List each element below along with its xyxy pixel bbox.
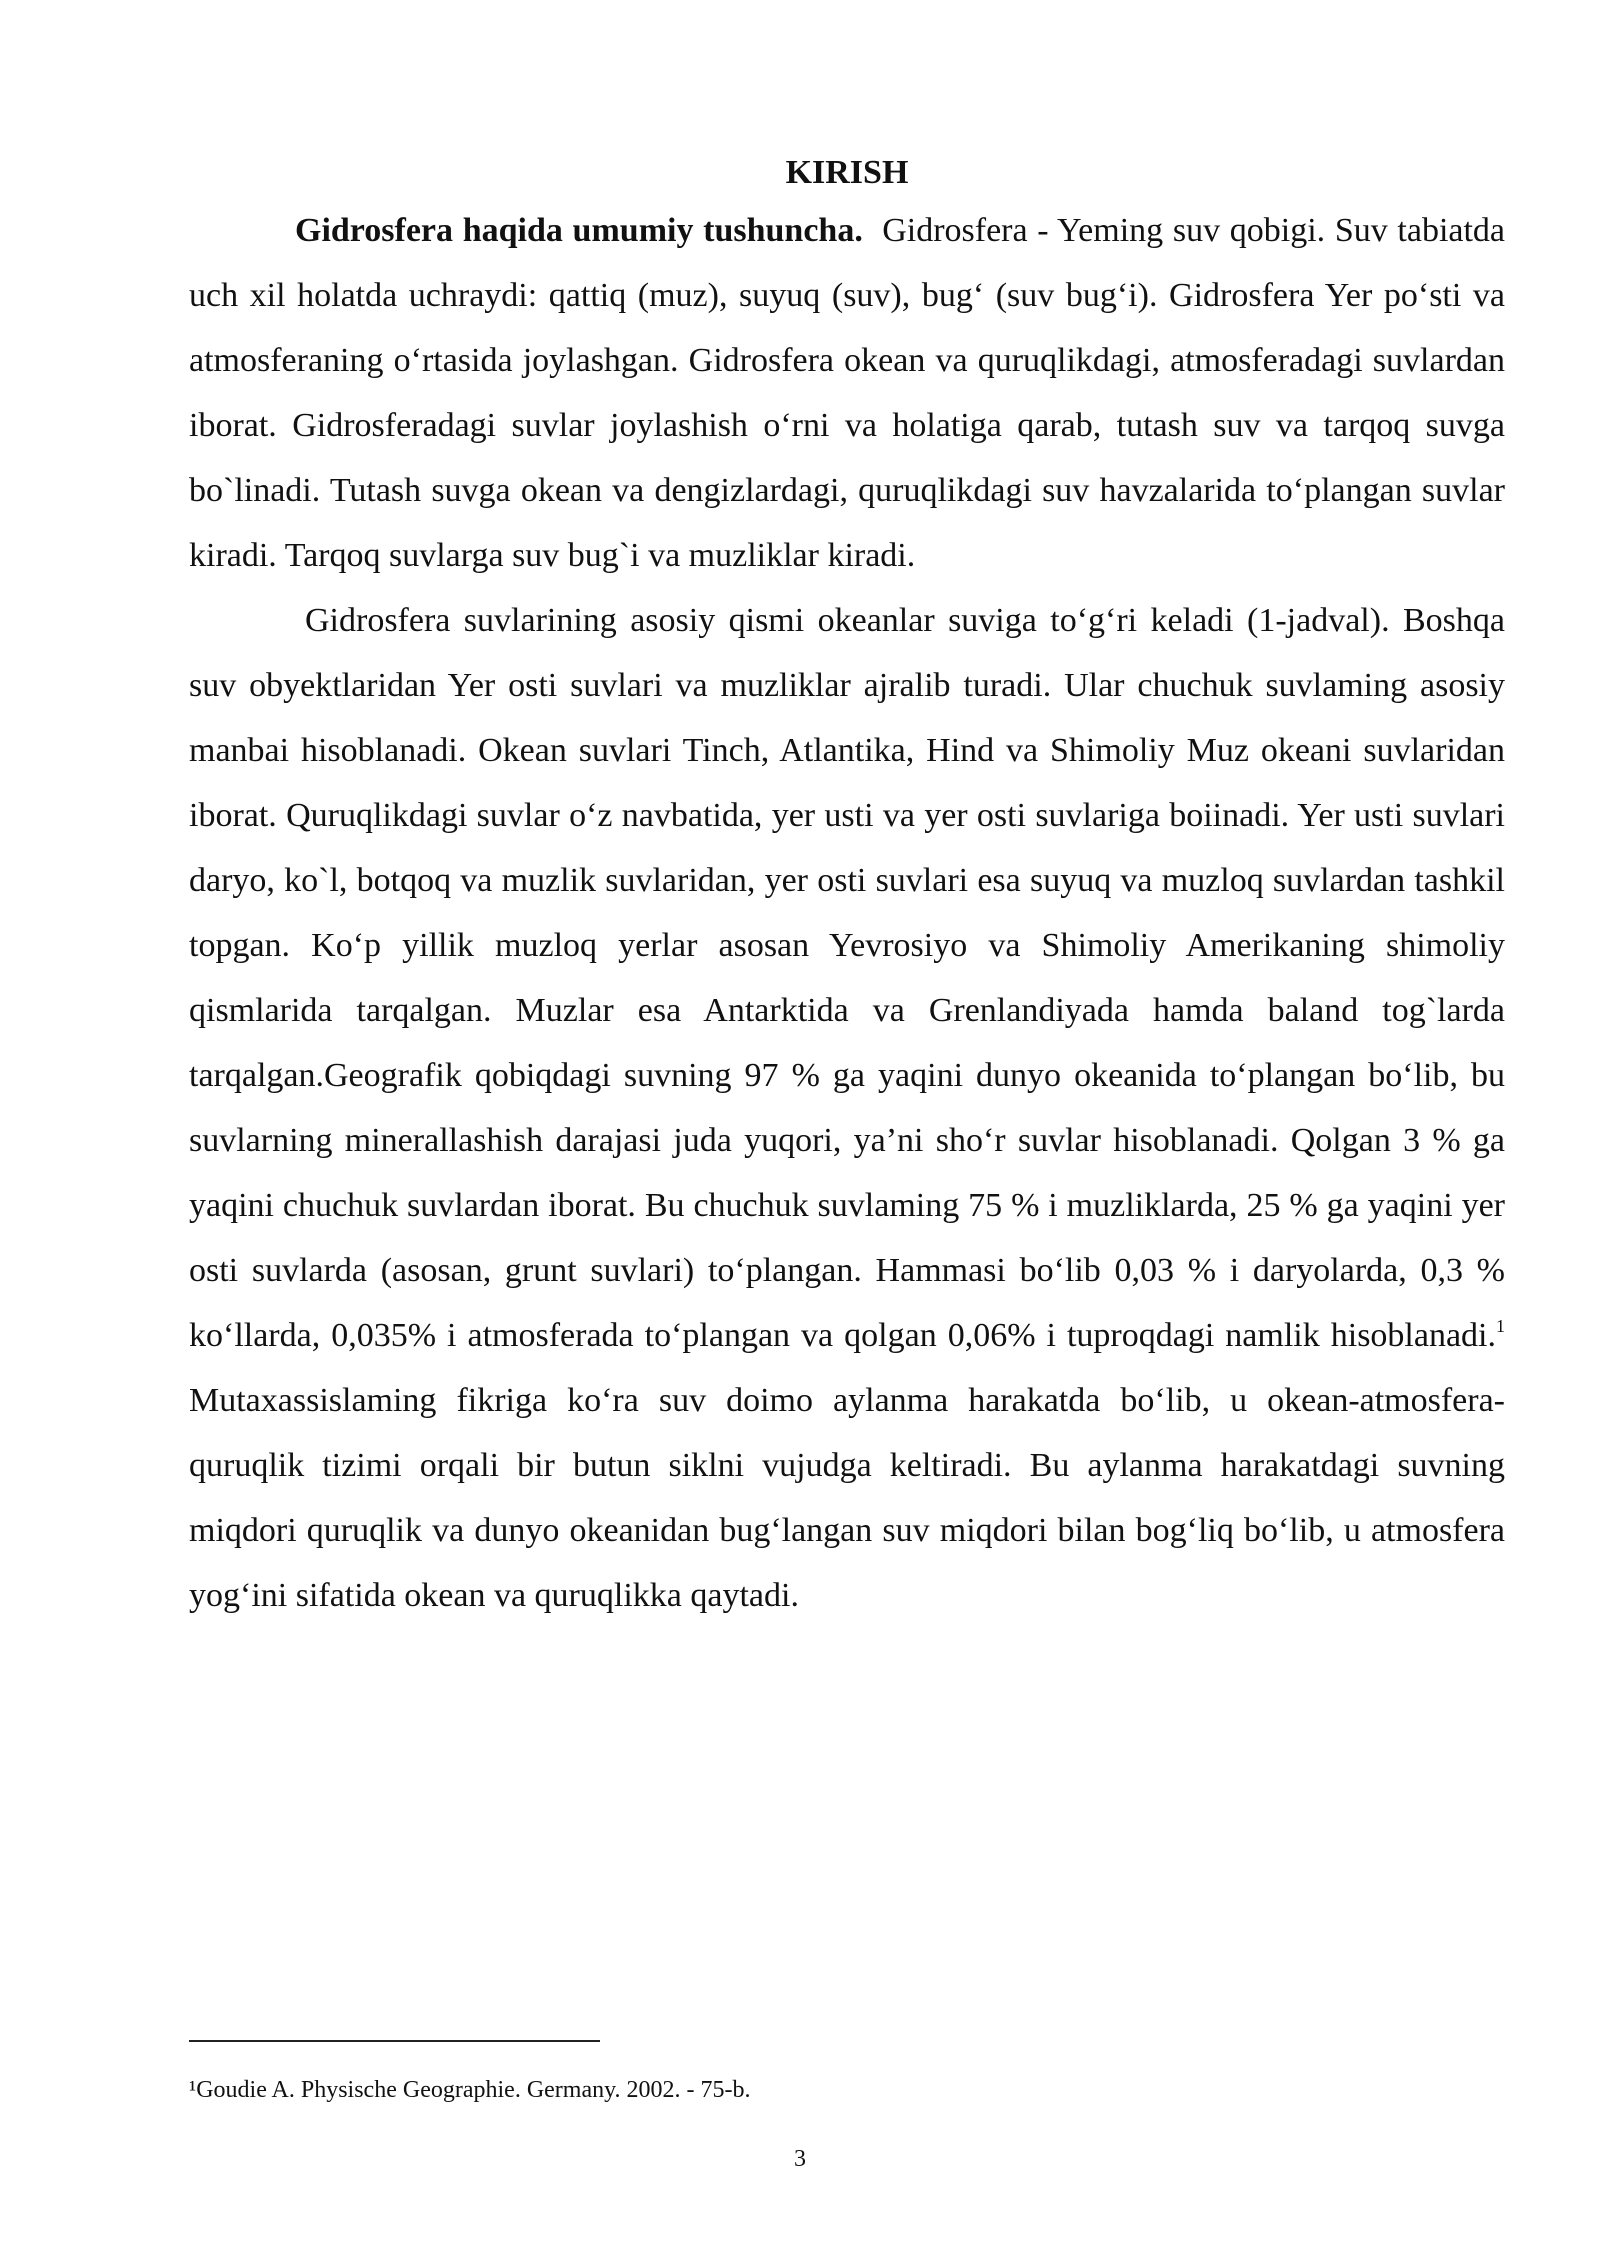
paragraph-intro-text: Gidrosfera - Yeming suv qobigi. Suv tabiatda uch xil holatda uchraydi: qattiq (muz), suyuq (suv), bug‘ (suv bug‘i). Gidrosfera Yer po‘sti va atmosferaning o‘rtasida joylashgan. Gidrosfera okean va quruqlikdagi, atmosferadagi suvlardan iborat. Gidrosferadagi suvlar joylashish o‘rni va holatiga qarab, tutash suv va tarqoq suvga bo`linadi. Tutash suvga okean va dengizlardagi, quruqlikdagi suv havzalarida to‘plangan suvlar kiradi. Tarqoq suvlarga suv bug`i va muzliklar kiradi. [189,212,1506,574]
page-title: KIRISH [785,154,909,191]
footnote-mark: ¹ [189,2077,197,2103]
footnote-separator [189,2040,600,2042]
footnote-reference[interactable]: 1 [1496,1316,1505,1336]
body-text [189,150,1505,1628]
paragraph-lead-bold: Gidrosfera haqida umumiy tushuncha. [295,212,863,249]
footnote-text: Goudie A. Physische Geographie. Germany. 2002. - 75-b. [196,2077,751,2103]
paragraph-main-text: Gidrosfera suvlarining asosiy qismi okeanlar suviga to‘g‘ri keladi (1-jadval). Boshqa suv obyektlaridan Yer osti suvlari va muzliklar ajralib turadi. Ular chuchuk suvlaming asosiy manbai hisoblanadi. Okean suvlari Tinch, Atlantika, Hind va Shimoliy Muz okeani suvlaridan iborat. Quruqlikdagi suvlar o‘z navbatida, yer usti va yer osti suvlariga boiinadi. Yer usti suvlari daryo, ko`l, botqoq va muzlik suvlaridan, yer osti suvlari esa suyuq va muzloq suvlardan tashkil topgan. Ko‘p yillik muzloq yerlar asosan Yevrosiyo va Shimoliy Amerikaning shimoliy qismlarida tarqalgan. Muzlar esa Antarktida va Grenlandiyada hamda baland tog`larda tarqalgan.Geografik qobiqdagi suvning 97 % ga yaqini dunyo okeanida to‘plangan bo‘lib, bu suvlarning minerallashish darajasi juda yuqori, ya’ni sho‘r suvlar hisoblanadi. Qolgan 3 % ga yaqini chuchuk suvlardan iborat. Bu chuchuk suvlaming 75 % i muzliklarda, 25 % ga yaqini yer osti suvlarda (asosan, grunt suvlari) to‘plangan. Hammasi bo‘lib 0,03 % i daryolarda, 0,3 % ko‘llarda, 0,035% i atmosferada to‘plangan va qolgan 0,06% i tuproqdagi namlik hisoblanadi. [189,602,1505,1354]
footnote [189,2074,1389,2106]
paragraph-main [189,588,1505,1628]
page-number: 3 [794,2146,806,2172]
paragraph-intro [189,198,1505,588]
paragraph-main-text-continued: Mutaxassislaming fikriga ko‘ra suv doimo aylanma harakatda bo‘lib, u okean-atmosfera-quruqlik tizimi orqali bir butun siklni vujudga keltiradi. Bu aylanma harakatdagi suvning miqdori quruqlik va dunyo okeanidan bug‘langan suv miqdori bilan bog‘liq bo‘lib, u atmosfera yog‘ini sifatida okean va quruqlikka qaytadi. [189,1382,1505,1614]
